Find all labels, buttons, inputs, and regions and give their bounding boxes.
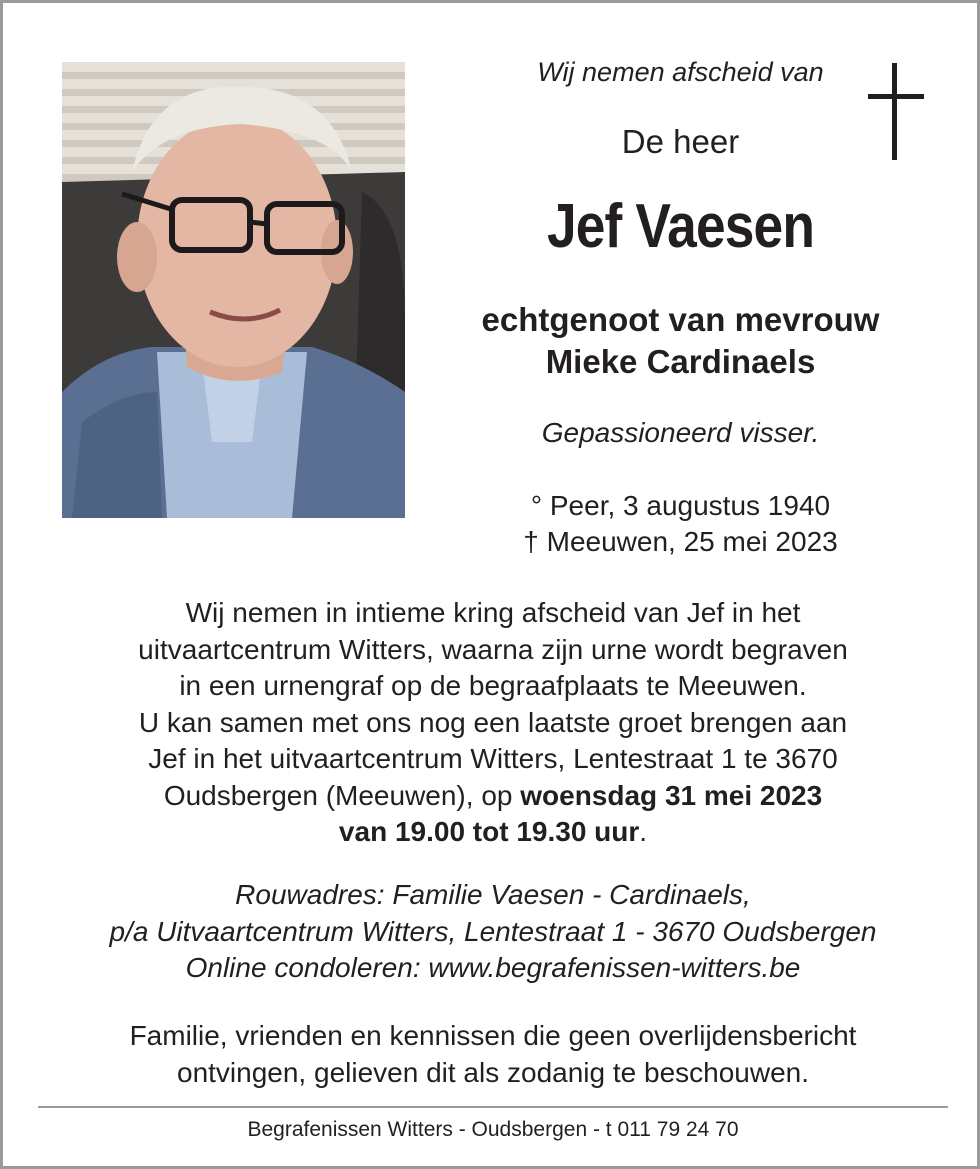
closing-line: Familie, vrienden en kennissen die geen overlijdensbericht <box>129 1020 857 1051</box>
body-line-suffix: . <box>639 816 648 847</box>
closing-line: ontvingen, gelieven dit als zodanig te beschouwen. <box>177 1056 809 1088</box>
body-line-prefix: Oudsbergen (Meeuwen), op <box>163 779 521 811</box>
ceremony-time: van 19.00 tot 19.30 uur <box>338 816 640 847</box>
body-line: in een urnengraf op de begraafplaats te Meeuwen. <box>179 670 807 701</box>
spouse-line-1: echtgenoot van mevrouw <box>481 301 880 338</box>
body-line: Wij nemen in intieme kring afscheid van Jef in het <box>185 597 801 628</box>
ceremony-date: woensdag 31 mei 2023 <box>520 779 823 811</box>
spouse-info <box>458 299 903 383</box>
closing-notice <box>33 1018 953 1091</box>
address-line: p/a Uitvaartcentrum Witters, Lentestraat 1 - 3670 Oudsbergen <box>109 915 877 947</box>
spouse-line-2: Mieke Cardinaels <box>545 343 816 380</box>
body-line <box>33 814 953 851</box>
ceremony-text <box>33 595 953 851</box>
condolence-link[interactable]: Online condoleren: www.begrafenissen-witters.be <box>185 952 801 983</box>
body-line <box>33 778 953 815</box>
hobby-text: Gepassioneerd visser. <box>541 417 820 448</box>
portrait-photo <box>62 62 405 518</box>
life-dates <box>458 488 903 560</box>
intro-text: Wij nemen afscheid van <box>537 57 824 87</box>
body-line: uitvaartcentrum Witters, waarna zijn urne wordt begraven <box>138 633 848 665</box>
birth-date: ° Peer, 3 augustus 1940 <box>530 490 831 521</box>
mourning-address <box>33 877 953 987</box>
address-line: Rouwadres: Familie Vaesen - Cardinaels, <box>235 879 751 910</box>
body-line: Jef in het uitvaartcentrum Witters, Lentestraat 1 te 3670 <box>148 743 838 774</box>
funeral-home-footer: Begrafenissen Witters - Oudsbergen - t 011 79 24 70 <box>247 1118 739 1141</box>
body-line: U kan samen met ons nog een laatste groet brengen aan <box>138 706 848 738</box>
footer-divider <box>38 1106 948 1108</box>
honorific-title: De heer <box>621 123 740 160</box>
death-date: † Meeuwen, 25 mei 2023 <box>523 526 838 557</box>
deceased-name: Jef Vaesen <box>546 192 815 261</box>
